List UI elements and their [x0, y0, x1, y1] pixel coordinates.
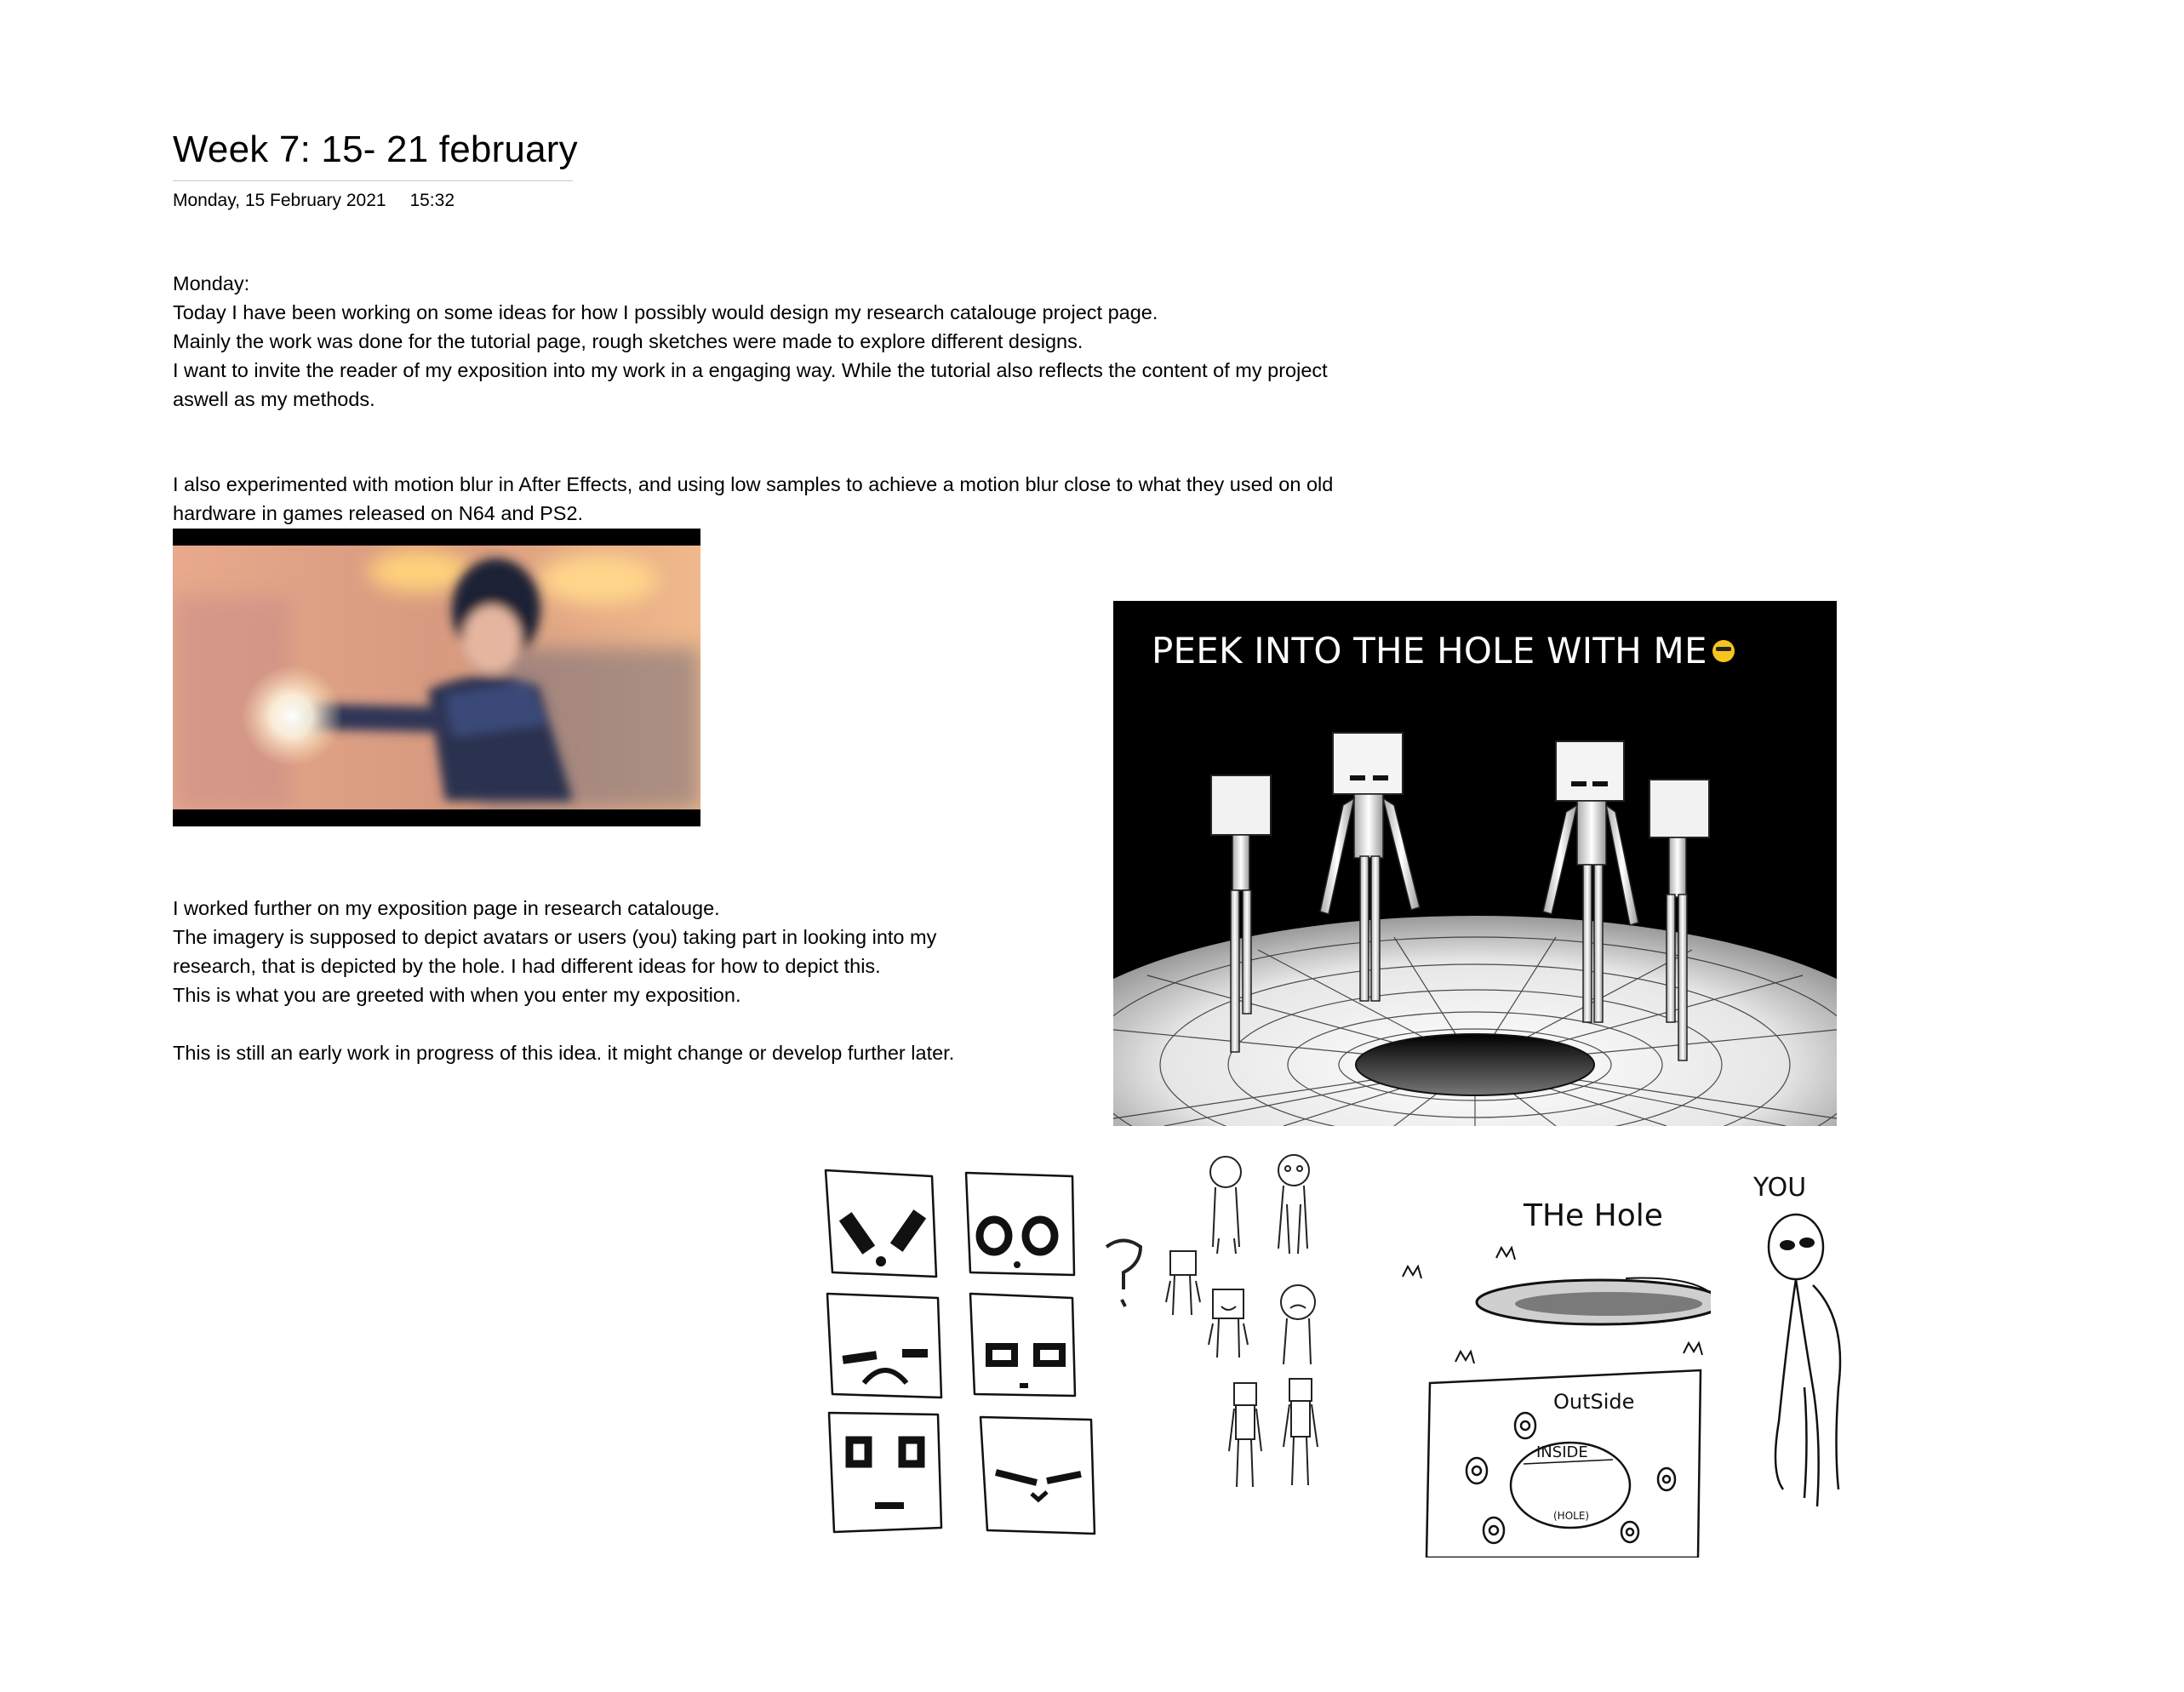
text-line: The imagery is supposed to depict avatars or users (you) taking part in looking into my: [173, 926, 937, 948]
text-line: research, that is depicted by the hole. I had different ideas for how to depict this.: [173, 955, 881, 977]
text-line: Monday:: [173, 272, 250, 294]
monday-paragraph: [173, 269, 1398, 414]
figure-sketches: [1089, 1153, 1353, 1494]
hole-render: [1113, 601, 1837, 1126]
page-date: Monday, 15 February 2021: [173, 191, 386, 210]
sketch-label-the-hole: THe Hole: [1524, 1198, 1663, 1233]
face-sketches-image: [817, 1166, 1115, 1541]
figure-sketches-image: [1089, 1153, 1353, 1494]
text-line: I also experimented with motion blur in After Effects, and using low samples to achieve a motion blur close to what they used on old: [173, 473, 1334, 495]
sunglasses-icon: [1712, 640, 1735, 662]
hole-caption-text: PEEK INTO THE HOLE WITH ME: [1152, 630, 1707, 672]
text-line: I want to invite the reader of my exposition into my work in a engaging way. While the tutorial also reflects the content of my project: [173, 359, 1328, 381]
face-sketches: [817, 1166, 1115, 1541]
text-line: hardware in games released on N64 and PS2.: [173, 502, 584, 524]
sketch-label-inside: INSIDE: [1536, 1443, 1588, 1461]
you-sketch: [1745, 1166, 1872, 1532]
text-line: I worked further on my exposition page in research catalouge.: [173, 897, 720, 919]
text-line: Today I have been working on some ideas for how I possibly would design my research catalouge project page.: [173, 301, 1158, 323]
sketch-label-you: YOU: [1753, 1173, 1807, 1203]
hole-caption: [1152, 630, 1735, 672]
page-title: Week 7: 15- 21 february: [173, 129, 578, 170]
text-line: Mainly the work was done for the tutorial page, rough sketches were made to explore different designs.: [173, 330, 1083, 352]
motion-blur-paragraph: [173, 470, 1398, 528]
you-sketch-image: [1745, 1166, 1872, 1532]
text-line: This is still an early work in progress of this idea. it might change or develop further later.: [173, 1042, 955, 1064]
sketch-label-hole-small: (HOLE): [1553, 1510, 1590, 1522]
text-line: aswell as my methods.: [173, 388, 375, 410]
hole-sketch-image: [1396, 1183, 1711, 1558]
page-meta: [173, 191, 473, 211]
text-line: This is what you are greeted with when you enter my exposition.: [173, 984, 741, 1006]
motion-blur-image: [173, 529, 700, 826]
page-time: 15:32: [409, 191, 455, 210]
title-divider: [173, 180, 573, 181]
hole-sketch: [1396, 1183, 1711, 1558]
sketch-label-outside: OutSide: [1553, 1390, 1635, 1414]
motion-blur-still: [173, 546, 700, 809]
hole-render-image: [1113, 601, 1837, 1126]
